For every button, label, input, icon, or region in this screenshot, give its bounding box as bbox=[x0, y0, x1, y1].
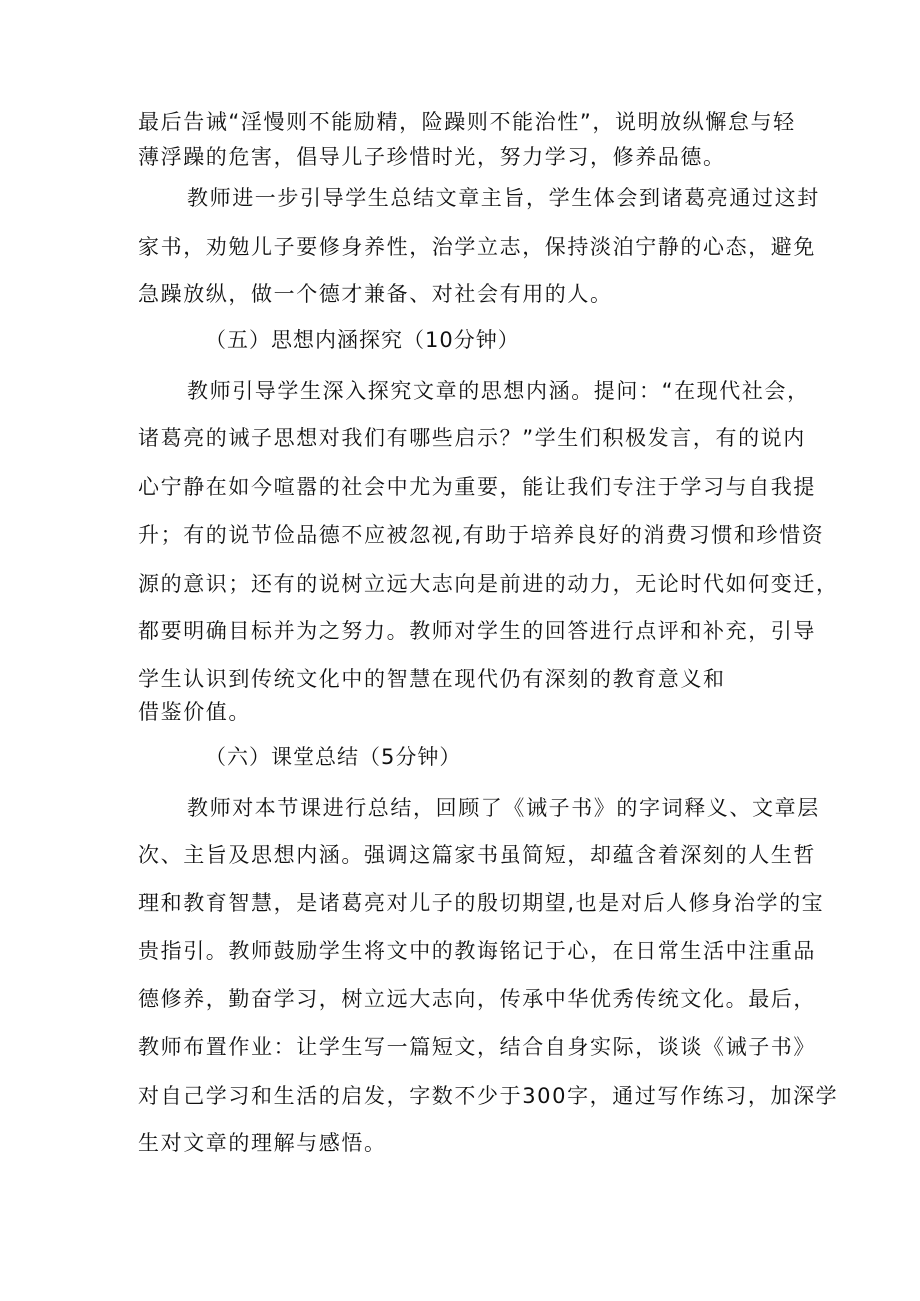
paragraph-line: 家书，劝勉儿子要修身养性，治学立志，保持淡泊宁静的心态，避免 bbox=[138, 235, 816, 259]
paragraph-line: 教师进一步引导学生总结文章主旨，学生体会到诸葛亮通过这封 bbox=[187, 186, 820, 210]
paragraph-line: 升；有的说节俭品德不应被忽视,有助于培养良好的消费习惯和珍惜资 bbox=[138, 523, 825, 547]
section-heading: （五）思想内涵探究（10分钟） bbox=[205, 328, 520, 352]
section-heading: （六）课堂总结（5分钟） bbox=[205, 745, 462, 769]
paragraph-line: 理和教育智慧，是诸葛亮对儿子的殷切期望,也是对后人修身治学的宝 bbox=[138, 891, 825, 915]
paragraph-line: 对自己学习和生活的启发，字数不少于300字，通过写作练习，加深学 bbox=[138, 1084, 839, 1108]
paragraph-line: 教师对本节课进行总结，回顾了《诫子书》的字词释义、文章层 bbox=[187, 796, 820, 820]
paragraph-line: 教师引导学生深入探究文章的思想内涵。提问：“在现代社会， bbox=[187, 379, 810, 403]
paragraph-line: 贵指引。教师鼓励学生将文中的教诲铭记于心，在日常生活中注重品 bbox=[138, 939, 816, 963]
paragraph-line: 源的意识；还有的说树立远大志向是前进的动力，无论时代如何变迁， bbox=[138, 572, 839, 596]
paragraph-line: 借鉴价值。 bbox=[138, 700, 251, 724]
paragraph-line: 心宁静在如今喧嚣的社会中尤为重要，能让我们专注于学习与自我提 bbox=[138, 475, 816, 499]
paragraph-line: 次、主旨及思想内涵。强调这篇家书虽简短，却蕴含着深刻的人生哲 bbox=[138, 843, 816, 867]
paragraph-line: 诸葛亮的诫子思想对我们有哪些启示？”学生们积极发言，有的说内 bbox=[138, 426, 806, 450]
paragraph-line: 都要明确目标并为之努力。教师对学生的回答进行点评和补充，引导 bbox=[138, 619, 816, 643]
paragraph-line: 德修养，勤奋学习，树立远大志向，传承中华优秀传统文化。最后， bbox=[138, 987, 816, 1011]
paragraph-line: 学生认识到传统文化中的智慧在现代仍有深刻的教育意义和 bbox=[138, 667, 726, 691]
paragraph-line: 薄浮躁的危害，倡导儿子珍惜时光，努力学习，修养品德。 bbox=[138, 145, 726, 169]
paragraph-line: 急躁放纵，做一个德才兼备、对社会有用的人。 bbox=[138, 282, 613, 306]
paragraph-line: 最后告诫“淫慢则不能励精，险躁则不能治性”，说明放纵懈怠与轻 bbox=[138, 110, 796, 134]
paragraph-line: 教师布置作业：让学生写一篇短文，结合自身实际，谈谈《诫子书》 bbox=[138, 1035, 816, 1059]
paragraph-line: 生对文章的理解与感悟。 bbox=[138, 1131, 387, 1155]
